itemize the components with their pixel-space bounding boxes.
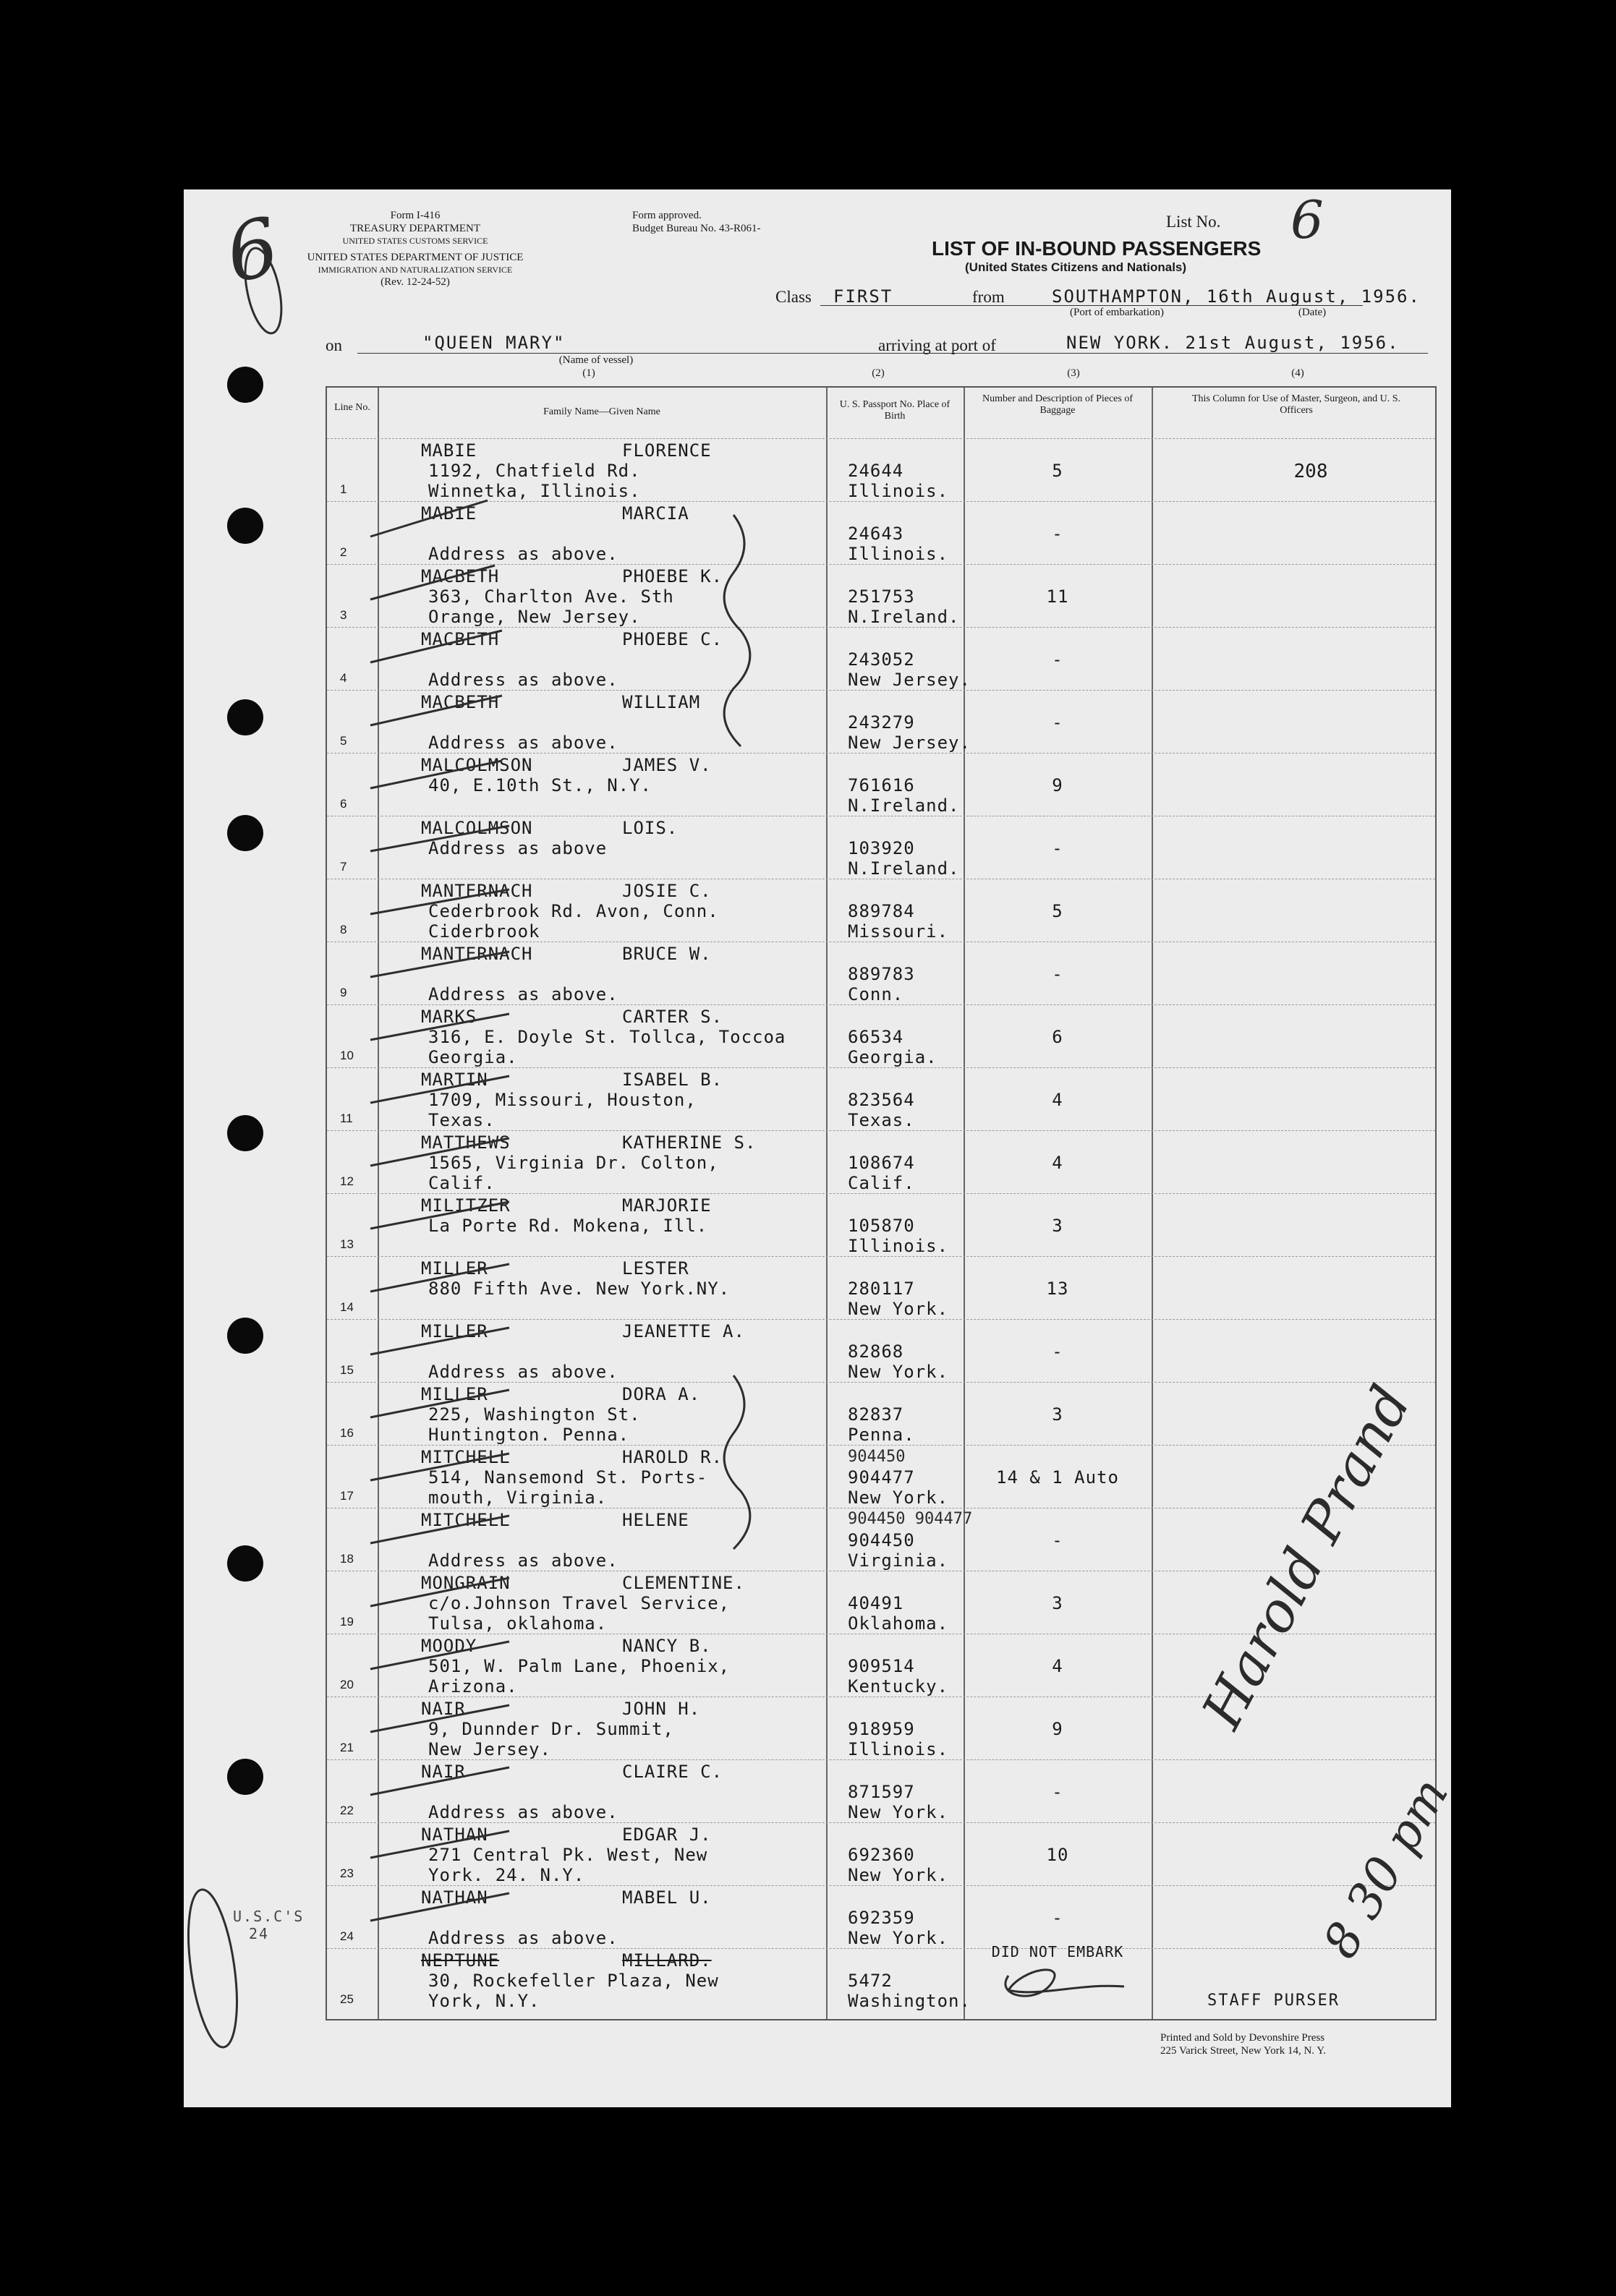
table-row — [327, 564, 1435, 628]
punch-hole — [227, 1759, 263, 1795]
line-number: 19 — [340, 1615, 354, 1629]
immigration-service: IMMIGRATION AND NATURALIZATION SERVICE — [318, 265, 513, 275]
form-revision: (Rev. 12-24-52) — [380, 276, 450, 288]
passport-number: 82837 — [848, 1404, 904, 1425]
line-number: 22 — [340, 1804, 354, 1817]
place-of-birth: Kentucky. — [848, 1676, 949, 1697]
officer-note: 208 — [1293, 461, 1328, 482]
address-line-1: 1192, Chatfield Rd. — [428, 461, 641, 481]
family-name: MILLER — [421, 1321, 488, 1341]
family-name: NAIR — [421, 1699, 466, 1719]
place-of-birth: Texas. — [848, 1110, 915, 1130]
table-row — [327, 879, 1435, 942]
given-name: BRUCE W. — [622, 944, 712, 964]
table-row — [327, 627, 1435, 691]
baggage-count: 10 — [1046, 1845, 1069, 1865]
address-line-1: c/o.Johnson Travel Service, — [428, 1593, 731, 1613]
place-of-birth: Illinois. — [848, 481, 949, 501]
baggage-count: 3 — [1052, 1216, 1063, 1236]
address-line-2: Georgia. — [428, 1047, 518, 1067]
line-number: 10 — [340, 1049, 354, 1062]
family-name: MANTERNACH — [421, 881, 533, 901]
baggage-count: 3 — [1052, 1404, 1063, 1425]
place-of-birth: Georgia. — [848, 1047, 937, 1067]
place-of-birth: Penna. — [848, 1425, 915, 1445]
form-approved: Form approved. — [632, 210, 702, 221]
baggage-count: - — [1052, 1908, 1063, 1928]
table-row — [327, 753, 1435, 816]
place-of-birth: Illinois. — [848, 544, 949, 564]
address-line-1: 271 Central Pk. West, New — [428, 1845, 708, 1865]
list-no-label: List No. — [1166, 213, 1221, 231]
place-of-birth: New Jersey. — [848, 733, 971, 753]
table-row — [327, 690, 1435, 754]
punch-hole — [227, 1115, 263, 1151]
place-of-birth: Calif. — [848, 1173, 915, 1193]
address-line-2: mouth, Virginia. — [428, 1488, 608, 1508]
on-label: on — [326, 336, 342, 354]
baggage-count: 13 — [1046, 1279, 1069, 1299]
address-line-2: Address as above. — [428, 733, 618, 753]
place-of-birth: New York. — [848, 1802, 949, 1822]
table-row — [327, 1067, 1435, 1131]
line-number: 7 — [340, 860, 347, 874]
line-number: 9 — [340, 986, 347, 999]
address-line-1: 316, E. Doyle St. Tollca, Toccoa — [428, 1027, 786, 1047]
address-line-1: 501, W. Palm Lane, Phoenix, — [428, 1656, 731, 1676]
family-name: MOODY — [421, 1636, 477, 1656]
family-name: MACBETH — [421, 692, 500, 712]
budget-bureau: Budget Bureau No. 43-R061- — [632, 223, 761, 234]
passport-number: 251753 — [848, 586, 915, 607]
passport-number: 105870 — [848, 1216, 915, 1236]
header-passport: U. S. Passport No. Place of Birth — [839, 399, 951, 422]
given-name: LOIS. — [622, 818, 679, 838]
address-line-1: La Porte Rd. Mokena, Ill. — [428, 1216, 708, 1236]
given-name: ISABEL B. — [622, 1070, 723, 1090]
staff-purser: STAFF PURSER — [1207, 1992, 1340, 2010]
baggage-count: 5 — [1052, 461, 1063, 481]
given-name: JAMES V. — [622, 755, 712, 775]
family-name: MACBETH — [421, 566, 500, 586]
line-number: 8 — [340, 923, 347, 936]
given-name: CLEMENTINE. — [622, 1573, 745, 1593]
family-name: MARTIN — [421, 1070, 488, 1090]
printer-line-1: Printed and Sold by Devonshire Press — [1160, 2032, 1325, 2044]
family-name: MITCHELL — [421, 1510, 511, 1530]
vessel-name: "QUEEN MARY" — [422, 333, 566, 353]
manifest-page — [184, 189, 1460, 2107]
table-row — [327, 501, 1435, 565]
address-line-2: Winnetka, Illinois. — [428, 481, 641, 501]
class-label: Class — [775, 288, 812, 306]
place-of-birth: N.Ireland. — [848, 795, 960, 816]
table-row — [327, 1759, 1435, 1823]
place-of-birth: Illinois. — [848, 1739, 949, 1759]
header-name: Family Name—Given Name — [543, 406, 660, 417]
place-of-birth: New York. — [848, 1362, 949, 1382]
line-number: 20 — [340, 1678, 354, 1691]
place-of-birth: N.Ireland. — [848, 858, 960, 879]
passport-number: 24643 — [848, 524, 904, 544]
place-of-birth: N.Ireland. — [848, 607, 960, 627]
baggage-count: 9 — [1052, 775, 1063, 795]
passport-number: 82868 — [848, 1341, 904, 1362]
line-number: 16 — [340, 1426, 354, 1440]
family-name: NATHAN — [421, 1825, 488, 1845]
given-name: MARCIA — [622, 503, 689, 524]
punch-hole — [227, 699, 263, 735]
given-name: CLAIRE C. — [622, 1762, 723, 1782]
col-num-3: (3) — [1067, 367, 1080, 379]
baggage-count: 3 — [1052, 1593, 1063, 1613]
baggage-count: 4 — [1052, 1153, 1063, 1173]
address-line-1: 1565, Virginia Dr. Colton, — [428, 1153, 719, 1173]
punch-hole — [227, 1318, 263, 1354]
line-number: 17 — [340, 1489, 354, 1503]
table-row — [327, 942, 1435, 1005]
given-name: FLORENCE — [622, 440, 712, 461]
passport-number: 243052 — [848, 649, 915, 670]
address-line-2: York. 24. N.Y. — [428, 1865, 585, 1885]
place-of-birth: Washington. — [848, 1991, 971, 2011]
margin-code: U.S.C'S — [233, 1908, 305, 1925]
address-line-1: 363, Charlton Ave. Sth — [428, 586, 674, 607]
address-line-1: 514, Nansemond St. Ports- — [428, 1467, 708, 1488]
address-line-1: 9, Dunnder Dr. Summit, — [428, 1719, 674, 1739]
passport-number: 889783 — [848, 964, 915, 984]
address-line-2: Address as above. — [428, 984, 618, 1004]
baggage-count: - — [1052, 964, 1063, 984]
table-row — [327, 1193, 1435, 1257]
given-name: MABEL U. — [622, 1887, 712, 1908]
given-name: DORA A. — [622, 1384, 701, 1404]
line-number: 13 — [340, 1237, 354, 1251]
header-line-no: Line No. — [334, 402, 370, 413]
passport-number: 889784 — [848, 901, 915, 921]
family-name: NAIR — [421, 1762, 466, 1782]
place-of-birth: Illinois. — [848, 1236, 949, 1256]
address-line-2: Address as above. — [428, 670, 618, 690]
passport-number: 918959 — [848, 1719, 915, 1739]
baggage-count: - — [1052, 838, 1063, 858]
given-name: KATHERINE S. — [622, 1132, 757, 1153]
table-row — [327, 1130, 1435, 1194]
family-name: MONGRAIN — [421, 1573, 511, 1593]
baggage-count: - — [1052, 1530, 1063, 1550]
address-line-2: New Jersey. — [428, 1739, 551, 1759]
table-row — [327, 1004, 1435, 1068]
address-line-1: 225, Washington St. — [428, 1404, 641, 1425]
baggage-count: - — [1052, 524, 1063, 544]
family-name: MABIE — [421, 503, 477, 524]
line-number: 23 — [340, 1866, 354, 1880]
header-baggage: Number and Description of Pieces of Baggage — [982, 393, 1133, 416]
passenger-table — [326, 386, 1437, 2020]
punch-hole — [227, 1545, 263, 1582]
given-name: MILLARD. — [622, 1950, 712, 1971]
address-line-2: Huntington. Penna. — [428, 1425, 630, 1445]
given-name: PHOEBE C. — [622, 629, 723, 649]
punch-hole — [227, 367, 263, 403]
family-name: MITCHELL — [421, 1447, 511, 1467]
address-line-1: Address as above — [428, 838, 608, 858]
line-number: 18 — [340, 1552, 354, 1566]
line-number: 15 — [340, 1363, 354, 1377]
table-row — [327, 1256, 1435, 1320]
passport-number: 24644 — [848, 461, 904, 481]
line-number: 4 — [340, 671, 347, 685]
address-line-1: 30, Rockefeller Plaza, New — [428, 1971, 719, 1991]
family-name: MACBETH — [421, 629, 500, 649]
passport-number: 904450 — [848, 1530, 915, 1550]
customs-service: UNITED STATES CUSTOMS SERVICE — [342, 236, 488, 246]
address-line-2: Orange, New Jersey. — [428, 607, 641, 627]
baggage-count: 4 — [1052, 1656, 1063, 1676]
place-of-birth: Missouri. — [848, 921, 949, 942]
family-name: MILLER — [421, 1258, 488, 1279]
alt-passport-18: 904450 904477 — [848, 1510, 973, 1528]
table-row — [327, 1697, 1435, 1760]
place-of-birth: New York. — [848, 1488, 949, 1508]
table-row — [327, 1885, 1435, 1949]
baggage-count: - — [1052, 1782, 1063, 1802]
family-name: MILITZER — [421, 1195, 511, 1216]
baggage-count: - — [1052, 649, 1063, 670]
line-number: 2 — [340, 545, 347, 559]
class-value: FIRST — [833, 286, 893, 307]
family-name: MATTHEWS — [421, 1132, 511, 1153]
baggage-count: 9 — [1052, 1719, 1063, 1739]
col-num-1: (1) — [582, 367, 595, 379]
family-name: MARKS — [421, 1007, 477, 1027]
table-row — [327, 1382, 1435, 1446]
port-caption: (Port of embarkation) — [1070, 307, 1164, 318]
address-line-2: Arizona. — [428, 1676, 518, 1697]
page-title: LIST OF IN-BOUND PASSENGERS — [932, 237, 1262, 260]
given-name: NANCY B. — [622, 1636, 712, 1656]
line-number: 3 — [340, 608, 347, 622]
address-line-1: 40, E.10th St., N.Y. — [428, 775, 652, 795]
address-line-2: Address as above. — [428, 544, 618, 564]
passport-number: 66534 — [848, 1027, 904, 1047]
family-name: NATHAN — [421, 1887, 488, 1908]
given-name: HAROLD R. — [622, 1447, 723, 1467]
passport-number: 280117 — [848, 1279, 915, 1299]
line-number: 12 — [340, 1174, 354, 1188]
given-name: EDGAR J. — [622, 1825, 712, 1845]
col-num-2: (2) — [872, 367, 885, 379]
department-of-justice: UNITED STATES DEPARTMENT OF JUSTICE — [307, 252, 524, 263]
baggage-count: 11 — [1046, 586, 1069, 607]
margin-number: 24 — [249, 1925, 270, 1942]
printer-line-2: 225 Varick Street, New York 14, N. Y. — [1160, 2045, 1326, 2057]
form-number: Form I-416 — [390, 210, 441, 221]
table-row — [327, 1822, 1435, 1886]
passport-number: 909514 — [848, 1656, 915, 1676]
family-name: MALCOLMSON — [421, 818, 533, 838]
address-line-1: 1709, Missouri, Houston, — [428, 1090, 697, 1110]
address-line-2: Ciderbrook — [428, 921, 540, 942]
given-name: JEANETTE A. — [622, 1321, 745, 1341]
arriving-label: arriving at port of — [878, 336, 996, 354]
baggage-count: - — [1052, 712, 1063, 733]
baggage-count: 5 — [1052, 901, 1063, 921]
table-row — [327, 816, 1435, 879]
punch-hole — [227, 815, 263, 851]
family-name: MANTERNACH — [421, 944, 533, 964]
baggage-count: DID NOT EMBARK — [991, 1943, 1124, 1960]
address-line-2: Texas. — [428, 1110, 496, 1130]
address-line-2: Address as above. — [428, 1928, 618, 1948]
from-label: from — [972, 288, 1005, 306]
line-number: 25 — [340, 1992, 354, 2006]
given-name: WILLIAM — [622, 692, 701, 712]
given-name: JOHN H. — [622, 1699, 701, 1719]
vessel-underline — [357, 353, 1428, 354]
passport-number: 40491 — [848, 1593, 904, 1613]
passport-number: 761616 — [848, 775, 915, 795]
passport-number: 904477 — [848, 1467, 915, 1488]
given-name: LESTER — [622, 1258, 689, 1279]
given-name: PHOEBE K. — [622, 566, 723, 586]
address-line-2: Address as above. — [428, 1550, 618, 1571]
line-number: 6 — [340, 797, 347, 811]
given-name: CARTER S. — [622, 1007, 723, 1027]
place-of-birth: New Jersey. — [848, 670, 971, 690]
baggage-count: - — [1052, 1341, 1063, 1362]
address-line-1: 880 Fifth Ave. New York.NY. — [428, 1279, 731, 1299]
list-number: 6 — [1290, 189, 1324, 250]
date-caption: (Date) — [1298, 307, 1327, 318]
address-line-2: Calif. — [428, 1173, 496, 1193]
line-number: 5 — [340, 734, 347, 748]
address-line-2: York, N.Y. — [428, 1991, 540, 2011]
baggage-count: 4 — [1052, 1090, 1063, 1110]
col-num-4: (4) — [1291, 367, 1304, 379]
place-of-birth: Oklahoma. — [848, 1613, 949, 1634]
passport-number: 871597 — [848, 1782, 915, 1802]
passport-number: 823564 — [848, 1090, 915, 1110]
passport-number: 108674 — [848, 1153, 915, 1173]
family-name: MABIE — [421, 440, 477, 461]
passport-number: 5472 — [848, 1971, 893, 1991]
address-line-1: Cederbrook Rd. Avon, Conn. — [428, 901, 719, 921]
place-of-birth: Conn. — [848, 984, 904, 1004]
line-number: 14 — [340, 1300, 354, 1314]
header-officers: This Column for Use of Master, Surgeon, and U. S. Officers — [1191, 393, 1401, 416]
place-of-birth: New York. — [848, 1865, 949, 1885]
given-name: MARJORIE — [622, 1195, 712, 1216]
line-number: 1 — [340, 482, 347, 496]
family-name: MALCOLMSON — [421, 755, 533, 775]
table-row — [327, 1319, 1435, 1383]
line-number: 21 — [340, 1741, 354, 1754]
passport-number: 103920 — [848, 838, 915, 858]
vessel-caption: (Name of vessel) — [558, 354, 634, 366]
passport-number: 243279 — [848, 712, 915, 733]
treasury-department: TREASURY DEPARTMENT — [349, 223, 481, 234]
from-underline — [820, 305, 1363, 306]
address-line-2: Address as above. — [428, 1362, 618, 1382]
corner-list-number: 6 — [218, 200, 287, 301]
family-name: MILLER — [421, 1384, 488, 1404]
embarkation-value: SOUTHAMPTON, 16th August, 1956. — [1052, 286, 1421, 307]
family-name: NEPTUNE — [421, 1950, 500, 1971]
line-number: 11 — [340, 1111, 353, 1125]
arrival-port-value: NEW YORK. 21st August, 1956. — [1066, 333, 1400, 353]
baggage-count: 6 — [1052, 1027, 1063, 1047]
table-row — [327, 438, 1435, 502]
place-of-birth: New York. — [848, 1928, 949, 1948]
baggage-count: 14 & 1 Auto — [996, 1467, 1119, 1488]
page-subtitle: (United States Citizens and Nationals) — [965, 260, 1187, 274]
passport-number: 692360 — [848, 1845, 915, 1865]
address-line-2: Tulsa, oklahoma. — [428, 1613, 608, 1634]
handwritten-name: Harold Prand — [1189, 1375, 1424, 1738]
place-of-birth: New York. — [848, 1299, 949, 1319]
handwritten-time: 8 30 pm — [1312, 1768, 1460, 1968]
address-line-2: Address as above. — [428, 1802, 618, 1822]
passport-number: 692359 — [848, 1908, 915, 1928]
alt-passport-17: 904450 — [848, 1448, 906, 1466]
given-name: JOSIE C. — [622, 881, 712, 901]
line-number: 24 — [340, 1929, 354, 1943]
given-name: HELENE — [622, 1510, 689, 1530]
punch-hole — [227, 508, 263, 544]
place-of-birth: Virginia. — [848, 1550, 949, 1571]
